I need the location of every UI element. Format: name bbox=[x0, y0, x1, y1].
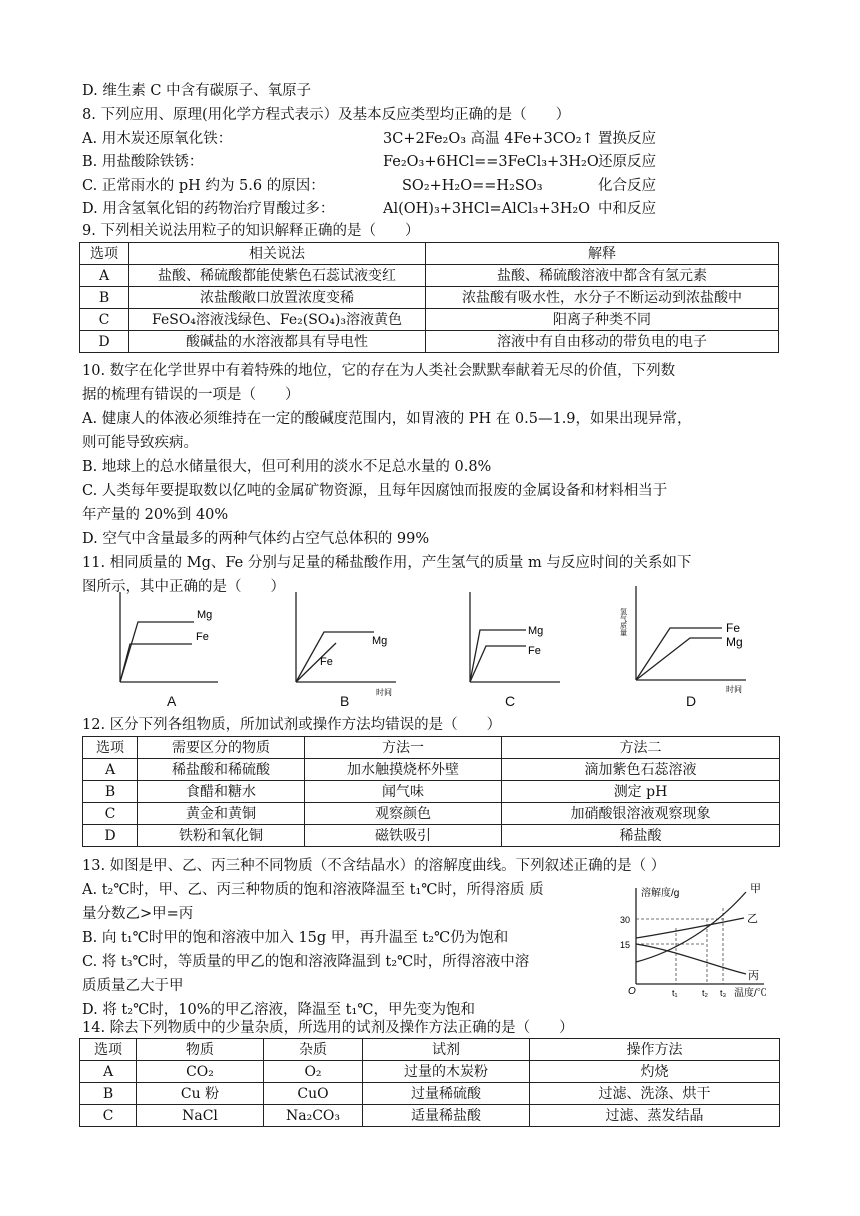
option-d-q7: D. 维生素 C 中含有碳原子、氧原子 bbox=[82, 83, 312, 99]
table-cell: CO₂ bbox=[137, 1061, 264, 1083]
table-cell: 盐酸、稀硫酸都能使紫色石蕊试液变红 bbox=[129, 265, 426, 287]
table-cell: Na₂CO₃ bbox=[264, 1105, 363, 1127]
table-cell: B bbox=[80, 287, 129, 309]
question-12-stem: 12. 区分下列各组物质，所加试剂或操作方法均错误的是（ ） bbox=[82, 717, 502, 733]
q8-option-c-equation: SO₂+H₂O==H₂SO₃ bbox=[402, 178, 543, 194]
graph-a-mg-label: Mg bbox=[197, 609, 213, 621]
table-cell: 过滤、洗涤、烘干 bbox=[530, 1083, 780, 1105]
table-cell: 加硝酸银溶液观察现象 bbox=[502, 803, 780, 825]
table-cell: 盐酸、稀硫酸溶液中都含有氢元素 bbox=[426, 265, 779, 287]
solubility-t1: t₁ bbox=[672, 988, 678, 998]
solubility-tick-15: 15 bbox=[620, 940, 631, 950]
q10-option-b: B. 地球上的总水储量很大，但可利用的淡水不足总水量的 0.8% bbox=[82, 459, 492, 475]
q8-option-a-label: A. 用木炭还原氧化铁： bbox=[82, 131, 233, 147]
table-cell: 加水触摸烧杯外壁 bbox=[305, 759, 502, 781]
graph-b-caption: B bbox=[340, 693, 350, 709]
curve-jia-label: 甲 bbox=[750, 883, 761, 895]
table-header-cell: 解释 bbox=[426, 243, 779, 265]
table-cell: 闻气味 bbox=[305, 781, 502, 803]
table-cell: 食醋和糖水 bbox=[138, 781, 305, 803]
table-header-row bbox=[80, 1039, 780, 1061]
graph-b bbox=[284, 588, 414, 698]
table-q12 bbox=[82, 736, 780, 847]
table-cell: A bbox=[80, 1061, 137, 1083]
question-11-stem-line1: 11. 相同质量的 Mg、Fe 分别与足量的稀盐酸作用，产生氢气的质量 m 与反应时间的关系如下 bbox=[82, 555, 692, 571]
table-header-cell: 选项 bbox=[83, 737, 138, 759]
graph-a bbox=[108, 588, 238, 698]
q10-option-a-line2: 则可能导致疾病。 bbox=[82, 435, 198, 451]
table-row bbox=[80, 1083, 780, 1105]
solubility-t3: t₃ bbox=[720, 988, 727, 998]
q13-option-b: B. 向 t₁℃时甲的饱和溶液中加入 15g 甲，再升温至 t₂℃仍为饱和 bbox=[82, 930, 509, 946]
q13-option-d: D. 将 t₂℃时，10%的甲乙溶液，降温至 t₁℃，甲先变为饱和 bbox=[82, 1002, 475, 1018]
q13-option-c-line2: 质质量乙大于甲 bbox=[82, 978, 184, 994]
table-row bbox=[80, 1105, 780, 1127]
table-cell: C bbox=[80, 1105, 137, 1127]
solubility-origin: O bbox=[628, 986, 636, 997]
question-10-stem-line1: 10. 数字在化学世界中有着特殊的地位，它的存在为人类社会默默奉献着无尽的价值，下列数 bbox=[82, 363, 676, 379]
q13-option-a-line2: 量分数乙>甲=丙 bbox=[82, 906, 194, 922]
table-header-cell: 方法一 bbox=[305, 737, 502, 759]
table-cell: 磁铁吸引 bbox=[305, 825, 502, 847]
table-row bbox=[80, 1061, 780, 1083]
table-cell: 滴加紫色石蕊溶液 bbox=[502, 759, 780, 781]
table-row bbox=[83, 803, 780, 825]
table-cell: 铁粉和氧化铜 bbox=[138, 825, 305, 847]
table-cell: Cu 粉 bbox=[137, 1083, 264, 1105]
table-cell: 过量的木炭粉 bbox=[363, 1061, 530, 1083]
q8-option-b-equation: Fe₂O₃+6HCl==3FeCl₃+3H₂O bbox=[383, 154, 599, 170]
q13-option-c-line1: C. 将 t₃℃时，等质量的甲乙的饱和溶液降温到 t₂℃时，所得溶液中溶 bbox=[82, 954, 530, 970]
graph-d-y-label: 氢气质量 bbox=[620, 608, 627, 636]
curve-yi-label: 乙 bbox=[747, 913, 758, 925]
table-header-cell: 试剂 bbox=[363, 1039, 530, 1061]
table-cell: 黄金和黄铜 bbox=[138, 803, 305, 825]
table-header-cell: 操作方法 bbox=[530, 1039, 780, 1061]
table-row bbox=[80, 287, 779, 309]
table-header-cell: 相关说法 bbox=[129, 243, 426, 265]
table-header-cell: 选项 bbox=[80, 1039, 137, 1061]
q10-option-a-line1: A. 健康人的体液必须维持在一定的酸碱度范围内，如胃液的 PH 在 0.5—1.9，如果出现异常， bbox=[82, 411, 692, 427]
table-row bbox=[80, 265, 779, 287]
q8-option-b-type: 还原反应 bbox=[598, 154, 656, 170]
table-header-row bbox=[83, 737, 780, 759]
q8-option-a-equation: 3C+2Fe₂O₃ 高温 4Fe+3CO₂↑ bbox=[383, 131, 594, 147]
table-header-cell: 方法二 bbox=[502, 737, 780, 759]
table-cell: 溶液中有自由移动的带负电的电子 bbox=[426, 331, 779, 353]
table-cell: A bbox=[80, 265, 129, 287]
table-row bbox=[83, 759, 780, 781]
table-header-cell: 需要区分的物质 bbox=[138, 737, 305, 759]
table-header-cell: 物质 bbox=[137, 1039, 264, 1061]
q8-option-c-type: 化合反应 bbox=[598, 178, 656, 194]
table-q14 bbox=[79, 1038, 780, 1127]
graph-b-mg-label: Mg bbox=[372, 635, 388, 647]
q8-option-d-equation: Al(OH)₃+3HCl=AlCl₃+3H₂O bbox=[383, 201, 591, 217]
graph-d-fe-label: Fe bbox=[726, 621, 741, 635]
q10-option-c-line2: 年产量的 20%到 40% bbox=[82, 507, 229, 523]
q8-option-a-type: 置换反应 bbox=[598, 131, 656, 147]
question-14-stem: 14. 除去下列物质中的少量杂质，所选用的试剂及操作方法正确的是（ ） bbox=[82, 1020, 574, 1036]
table-cell: 过量稀硫酸 bbox=[363, 1083, 530, 1105]
graph-a-caption: A bbox=[167, 693, 177, 709]
graph-a-fe-label: Fe bbox=[196, 631, 209, 643]
table-cell: 酸碱盐的水溶液都具有导电性 bbox=[129, 331, 426, 353]
graph-c bbox=[460, 588, 590, 698]
graph-c-caption: C bbox=[505, 693, 516, 709]
graph-d-mg-label: Mg bbox=[726, 635, 743, 649]
table-cell: O₂ bbox=[264, 1061, 363, 1083]
question-13-stem: 13. 如图是甲、乙、丙三种不同物质（不含结晶水）的溶解度曲线。下列叙述正确的是（ ） bbox=[82, 858, 666, 874]
table-cell: 浓盐酸有吸水性，水分子不断运动到浓盐酸中 bbox=[426, 287, 779, 309]
graph-c-fe-label: Fe bbox=[528, 645, 541, 657]
table-row bbox=[83, 825, 780, 847]
q8-option-d-label: D. 用含氢氧化铝的药物治疗胃酸过多： bbox=[82, 201, 335, 217]
table-cell: C bbox=[80, 309, 129, 331]
table-cell: B bbox=[80, 1083, 137, 1105]
graph-b-fe-label: Fe bbox=[320, 656, 333, 668]
table-row bbox=[80, 331, 779, 353]
question-10-stem-line2: 据的梳理有错误的一项是（ ） bbox=[82, 387, 300, 403]
solubility-graph bbox=[614, 880, 774, 1000]
table-cell: C bbox=[83, 803, 138, 825]
table-cell: 稀盐酸和稀硫酸 bbox=[138, 759, 305, 781]
graph-c-mg-label: Mg bbox=[528, 625, 544, 637]
table-cell: D bbox=[80, 331, 129, 353]
table-cell: FeSO₄溶液浅绿色、Fe₂(SO₄)₃溶液黄色 bbox=[129, 309, 426, 331]
table-cell: 适量稀盐酸 bbox=[363, 1105, 530, 1127]
table-row bbox=[80, 309, 779, 331]
q8-option-d-type: 中和反应 bbox=[598, 201, 656, 217]
table-cell: 稀盐酸 bbox=[502, 825, 780, 847]
table-cell: NaCl bbox=[137, 1105, 264, 1127]
table-header-row bbox=[80, 243, 779, 265]
graph-d bbox=[620, 580, 770, 698]
table-cell: 观察颜色 bbox=[305, 803, 502, 825]
graph-b-x-label: 时间 bbox=[376, 688, 392, 697]
q8-option-c-label: C. 正常雨水的 pH 约为 5.6 的原因： bbox=[82, 178, 325, 194]
table-cell: 测定 pH bbox=[502, 781, 780, 803]
question-11-stem-line2: 图所示，其中正确的是（ ） bbox=[82, 579, 285, 595]
table-cell: A bbox=[83, 759, 138, 781]
q13-option-a-line1: A. t₂℃时，甲、乙、丙三种物质的饱和溶液降温至 t₁℃时，所得溶质 质 bbox=[82, 882, 544, 898]
table-header-cell: 选项 bbox=[80, 243, 129, 265]
table-header-cell: 杂质 bbox=[264, 1039, 363, 1061]
question-8-stem: 8. 下列应用、原理(用化学方程式表示）及基本反应类型均正确的是（ ） bbox=[82, 107, 571, 123]
q10-option-c-line1: C. 人类每年要提取数以亿吨的金属矿物资源，且每年因腐蚀而报废的金属设备和材料相当于 bbox=[82, 483, 668, 499]
graph-d-caption: D bbox=[686, 693, 697, 709]
table-cell: 灼烧 bbox=[530, 1061, 780, 1083]
solubility-y-label: 溶解度/g bbox=[641, 888, 680, 899]
table-cell: D bbox=[83, 825, 138, 847]
solubility-tick-30: 30 bbox=[620, 915, 631, 925]
question-9-stem: 9. 下列相关说法用粒子的知识解释正确的是（ ） bbox=[82, 223, 420, 239]
table-cell: 阳离子种类不同 bbox=[426, 309, 779, 331]
table-q9 bbox=[79, 242, 779, 353]
table-cell: 过滤、蒸发结晶 bbox=[530, 1105, 780, 1127]
table-cell: CuO bbox=[264, 1083, 363, 1105]
graph-d-x-label: 时间 bbox=[726, 685, 742, 694]
table-cell: B bbox=[83, 781, 138, 803]
table-cell: 浓盐酸敞口放置浓度变稀 bbox=[129, 287, 426, 309]
q8-option-b-label: B. 用盐酸除铁锈： bbox=[82, 154, 204, 170]
q10-option-d: D. 空气中含量最多的两种气体约占空气总体积的 99% bbox=[82, 531, 430, 547]
curve-bing-label: 丙 bbox=[748, 970, 759, 982]
solubility-x-label: 温度/℃ bbox=[734, 988, 767, 999]
table-row bbox=[83, 781, 780, 803]
solubility-t2: t₂ bbox=[702, 988, 708, 998]
